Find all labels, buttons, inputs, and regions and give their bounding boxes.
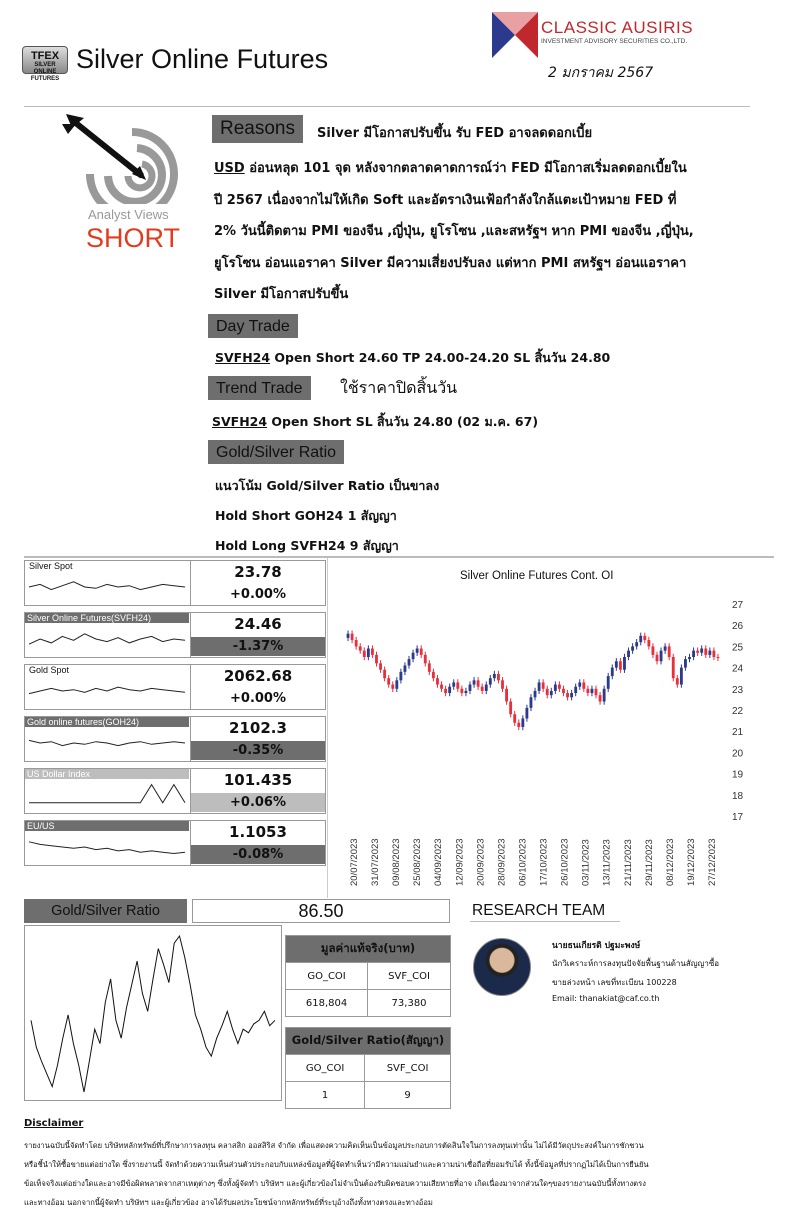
reasons-headline: Silver มีโอกาสปรับขึ้น รับ FED อาจลดดอกเบี้ย (317, 126, 593, 141)
oi-chart-title: Silver Online Futures Cont. OI (460, 570, 614, 582)
candle-body (599, 695, 602, 701)
candle-body (408, 659, 411, 665)
x-tick-label: 19/12/2023 (685, 838, 697, 886)
candle-body (347, 634, 350, 638)
trend-trade-note: ใช้ราคาปิดสิ้นวัน (340, 378, 458, 397)
candle-body (399, 672, 402, 680)
candle-body (436, 678, 439, 684)
sparkline-path (29, 785, 185, 803)
candle-body (391, 685, 394, 689)
trend-trade-line: SVFH24 Open Short SL สิ้นวัน 24.80 (02 ม.ค. 67) (212, 414, 539, 429)
candle-body (603, 689, 606, 702)
disclaimer-line-4: และทางอ้อม นอกจากนี้ผู้จัดทำ บริษัทฯ และผู้เกี่ยวข้อง อาจได้รับผลประโยชน์จากหลักทรัพย์ที่ระบุอ้างถึงทั้งทางตรงและทางอ้อม (24, 1198, 433, 1207)
candle-body (367, 649, 370, 657)
candle-body (643, 636, 646, 640)
candle-body (404, 665, 407, 671)
market-change: -0.35% (191, 741, 325, 760)
candle-body (485, 685, 488, 691)
market-price: 23.78 (234, 563, 282, 581)
x-tick-label: 12/09/2023 (454, 838, 466, 886)
contract-ratio-val2: 9 (365, 1082, 451, 1109)
candle-body (570, 693, 573, 697)
y-tick-label: 19 (732, 769, 744, 781)
candle-body (672, 657, 675, 678)
candle-body (497, 674, 500, 680)
gs-ratio-line-1: แนวโน้ม Gold/Silver Ratio เป็นขาลง (215, 478, 440, 493)
candle-body (517, 723, 520, 727)
candle-body (717, 657, 720, 658)
market-box (24, 820, 326, 866)
avatar (473, 938, 531, 996)
candle-body (660, 651, 663, 662)
analyst-email[interactable]: Email: thanakiat@caf.co.th (552, 994, 660, 1003)
candle-body (501, 680, 504, 688)
view-call: SHORT (86, 223, 181, 253)
fair-value-col1: GO_COI (286, 963, 368, 990)
candle-body (538, 682, 541, 690)
candle-body (416, 649, 419, 653)
market-sparkline (27, 624, 187, 654)
candle-body (635, 642, 638, 646)
x-tick-label: 29/11/2023 (643, 839, 655, 886)
market-sparkline (27, 572, 187, 602)
candle-body (582, 682, 585, 688)
y-tick-label: 21 (732, 727, 744, 739)
candle-body (562, 689, 565, 693)
market-name: Silver Spot (29, 561, 73, 571)
market-box (24, 716, 326, 762)
x-tick-label: 13/11/2023 (601, 839, 613, 886)
market-sparkline (27, 676, 187, 706)
brand-name: CLASSIC AUSIRIS (541, 18, 694, 37)
x-tick-label: 25/08/2023 (412, 838, 424, 886)
candle-body (652, 646, 655, 654)
reasons-line-3: 2% วันนี้ติดตาม PMI ของจีน ,ญี่ปุ่น, ยูโรโซน ,และสหรัฐฯ หาก PMI ของจีน ,ญี่ปุ่น, (214, 224, 694, 239)
market-box (24, 560, 326, 606)
gs-ratio-line (31, 936, 275, 1092)
market-change: +0.00% (230, 587, 286, 602)
candle-body (623, 657, 626, 670)
fair-value-val1: 618,804 (286, 990, 368, 1017)
candle-body (615, 661, 618, 667)
candle-body (493, 674, 496, 678)
page-title: Silver Online Futures (76, 44, 329, 74)
candle-body (530, 697, 533, 708)
x-tick-label: 20/07/2023 (349, 838, 360, 886)
market-price: 101.435 (223, 771, 293, 789)
market-name: EU/US (25, 821, 189, 831)
sparkline-path (29, 740, 185, 745)
disclaimer-line-2: หรือชี้นำให้ซื้อขายแต่อย่างใด ซึ่งรายงานนี้ จัดทำด้วยความเห็นส่วนตัวประกอบกับแหล่งข้อมูลที่ผู้จัดทำเห็นว่ามีความแม่นยำและความน่าเชื่อถือที่ยอมรับได้ ทั้งนี้ข้อมูลที่ปรากฏไม่ได้เป็นการยืนยัน (24, 1160, 649, 1169)
report-date: 2 มกราคม 2567 (548, 65, 654, 81)
gs-ratio-line-2: Hold Short GOH24 1 สัญญา (215, 508, 397, 523)
candle-body (351, 634, 354, 640)
candle-body (619, 661, 622, 669)
candle-body (379, 663, 382, 669)
section-divider (24, 556, 774, 558)
candle-body (542, 682, 545, 688)
tfex-logo-sub1: SILVER (34, 62, 56, 68)
analyst-views-label: Analyst Views (88, 207, 169, 222)
candle-body (505, 689, 508, 702)
market-price: 24.46 (234, 615, 282, 633)
candle-body (607, 676, 610, 689)
x-tick-label: 08/12/2023 (664, 838, 676, 886)
candle-body (355, 640, 358, 646)
usd-link: USD (214, 161, 245, 176)
target-arrow-icon (62, 114, 190, 204)
disclaimer-title: Disclaimer (24, 1118, 84, 1129)
candle-body (631, 646, 634, 650)
candle-body (481, 687, 484, 691)
candle-body (595, 689, 598, 695)
tfex-logo-sub2: ONLINE FUTURES (30, 69, 60, 82)
column-divider (327, 558, 328, 898)
y-tick-label: 26 (732, 621, 744, 633)
market-name: Gold online futures(GOH24) (25, 717, 189, 727)
candle-body (534, 691, 537, 697)
x-tick-label: 06/10/2023 (517, 838, 529, 886)
candle-body (639, 636, 642, 642)
candle-body (668, 646, 671, 657)
y-tick-label: 23 (732, 684, 744, 696)
gs-ratio-line-chart (25, 926, 281, 1100)
candle-body (647, 640, 650, 646)
contract-ratio-col1: GO_COI (286, 1055, 365, 1082)
market-change: +0.06% (191, 793, 325, 812)
candle-body (513, 714, 516, 722)
contract-ratio-val1: 1 (286, 1082, 365, 1109)
candle-body (611, 668, 614, 676)
disclaimer-line-1: รายงานฉบับนี้จัดทำโดย บริษัทหลักทรัพย์ที่ปรึกษาการลงทุน คลาสสิก ออสสิริส จำกัด เพื่อแสดงความคิดเห็นเป็นข้อมูลประกอบการตัดสินใจในการลงทุนเท่านั้น ไม่ได้มีวัตถุประสงค์ในการชักชวน (24, 1141, 644, 1150)
candle-body (375, 655, 378, 663)
y-tick-label: 22 (732, 706, 744, 717)
candle-body (387, 678, 390, 684)
fair-value-table (285, 935, 451, 1017)
market-price: 2062.68 (223, 667, 293, 685)
gs-ratio-line-3: Hold Long SVFH24 9 สัญญา (215, 538, 399, 553)
candle-body (676, 678, 679, 684)
candle-body (704, 649, 707, 655)
candle-body (656, 655, 659, 661)
reasons-tag: Reasons (212, 115, 303, 143)
market-sparkline (27, 728, 187, 758)
x-tick-label: 04/09/2023 (433, 838, 445, 886)
oi-candlestick-chart (340, 590, 760, 900)
research-team-title: RESEARCH TEAM (472, 902, 606, 919)
candle-body (680, 668, 683, 685)
y-tick-label: 18 (732, 790, 744, 802)
candle-body (473, 680, 476, 684)
fair-value-col2: SVF_COI (368, 963, 451, 990)
candle-body (412, 653, 415, 659)
candle-body (460, 689, 463, 693)
trend-trade-tag: Trend Trade (208, 376, 311, 400)
gs-ratio-chart-box (24, 925, 282, 1101)
reasons-body (214, 153, 759, 311)
candle-body (383, 670, 386, 678)
candle-body (456, 682, 459, 688)
x-tick-label: 09/08/2023 (391, 838, 403, 886)
candle-body (550, 691, 553, 695)
candle-body (444, 689, 447, 693)
disclaimer-text (24, 1136, 764, 1212)
contract-ratio-col2: SVF_COI (365, 1055, 451, 1082)
market-sparkline (27, 780, 187, 810)
candle-body (428, 663, 431, 671)
x-tick-label: 03/11/2023 (580, 839, 592, 886)
research-divider (470, 921, 620, 922)
market-price: 1.1053 (229, 823, 287, 841)
candle-body (452, 682, 455, 686)
candle-body (448, 687, 451, 693)
candle-body (684, 659, 687, 667)
candle-body (586, 689, 589, 693)
candle-body (363, 651, 366, 657)
candle-body (395, 680, 398, 688)
fair-value-val2: 73,380 (368, 990, 451, 1017)
analyst-license: ขายล่วงหน้า เลขที่ทะเบียน 100228 (552, 978, 677, 987)
candle-body (700, 649, 703, 653)
candle-body (688, 657, 691, 659)
candle-body (574, 687, 577, 693)
candle-body (554, 685, 557, 691)
disclaimer-line-3: ข้อเท็จจริงแต่อย่างใดและอาจมีข้อผิดพลาดจากสาเหตุต่างๆ ซึ่งทั้งผู้จัดทำ บริษัทฯ และผู้เกี่ยวข้องไม่จำเป็นต้องรับผิดชอบความเสียหายที่อาจ เกิดเนื่องมาจากส่วนใดๆของรายงานฉบับนี้ทั้งทางตรง (24, 1179, 646, 1188)
candle-body (664, 646, 667, 650)
candle-body (696, 651, 699, 653)
x-tick-label: 20/09/2023 (475, 838, 487, 886)
candle-body (424, 655, 427, 663)
candle-body (627, 651, 630, 657)
candle-body (546, 689, 549, 695)
sparkline-path (29, 687, 185, 694)
candle-body (509, 702, 512, 715)
market-change: +0.00% (230, 691, 286, 706)
sparkline-path (29, 842, 185, 854)
candle-body (521, 718, 524, 726)
candle-body (477, 680, 480, 686)
candle-body (432, 672, 435, 678)
candle-body (591, 689, 594, 693)
x-tick-label: 31/07/2023 (370, 838, 382, 886)
y-tick-label: 27 (732, 600, 744, 611)
market-sparkline (27, 832, 187, 862)
analyst-role: นักวิเคราะห์การลงทุนปัจจัยพื้นฐานด้านสัญญาซื้อ (552, 959, 720, 968)
contract-ratio-title: Gold/Silver Ratio(สัญญา) (286, 1028, 451, 1055)
market-box (24, 768, 326, 814)
day-trade-tag: Day Trade (208, 314, 298, 338)
candle-body (708, 651, 711, 655)
x-tick-label: 27/12/2023 (707, 838, 718, 886)
y-tick-label: 17 (732, 812, 744, 823)
reasons-line-5: Silver มีโอกาสปรับขึ้น (214, 287, 349, 302)
market-price: 2102.3 (229, 719, 287, 737)
tfex-logo-text: TFEX (30, 50, 60, 62)
y-tick-label: 20 (732, 748, 744, 760)
candle-body (371, 649, 374, 655)
contract-ratio-table (285, 1027, 451, 1109)
candle-body (578, 682, 581, 686)
gs-ratio-tag: Gold/Silver Ratio (208, 440, 344, 464)
candle-body (566, 693, 569, 697)
reasons-line-4: ยูโรโซน อ่อนแอราคา Silver มีความเสี่ยงปรับลง แต่หาก PMI สหรัฐฯ อ่อนแอราคา (214, 255, 687, 271)
sparkline-path (29, 634, 185, 644)
market-name: US Dollar Index (25, 769, 189, 779)
day-trade-line: SVFH24 Open Short 24.60 TP 24.00-24.20 SL สิ้นวัน 24.80 (215, 350, 611, 365)
header-divider (24, 106, 750, 107)
candle-body (359, 646, 362, 650)
gs-ratio-label: Gold/Silver Ratio (24, 899, 187, 923)
market-name: Gold Spot (29, 665, 70, 675)
fair-value-title: มูลค่าแท้จริง(บาท) (286, 936, 451, 963)
sparkline-path (29, 582, 185, 590)
candle-body (558, 685, 561, 689)
x-tick-label: 28/09/2023 (496, 838, 508, 886)
candle-body (489, 678, 492, 684)
y-tick-label: 24 (732, 663, 744, 675)
x-tick-label: 26/10/2023 (559, 838, 571, 886)
brand-logo-icon (492, 12, 538, 58)
analyst-name: นายธนเกียรติ ปฐมะพงษ์ (552, 941, 641, 951)
market-box (24, 612, 326, 658)
reasons-line-2: ปี 2567 เนื่องจากไม่ให้เกิด Soft และอัตราเงินเฟ้อกำลังใกล้แตะเป้าหมาย FED ที่ (214, 192, 677, 208)
gs-ratio-value: 86.50 (192, 899, 450, 923)
x-tick-label: 21/11/2023 (622, 839, 634, 886)
y-tick-label: 25 (732, 642, 744, 654)
candle-body (525, 708, 528, 719)
brand-subtitle: INVESTMENT ADVISORY SECURITIES CO.,LTD. (541, 38, 688, 45)
candle-body (440, 685, 443, 689)
candle-body (692, 651, 695, 657)
candle-body (712, 651, 715, 657)
market-box (24, 664, 326, 710)
market-change: -0.08% (191, 845, 325, 864)
market-name: Silver Online Futures(SVFH24) (25, 613, 189, 623)
reasons-line-1: USD อ่อนหลุด 101 จุด หลังจากตลาดคาดการณ์ว่า FED มีโอกาสเริ่มลดดอกเบี้ยใน (214, 161, 687, 176)
tfex-logo (22, 46, 68, 82)
x-tick-label: 17/10/2023 (538, 838, 550, 886)
market-change: -1.37% (191, 637, 325, 656)
candle-body (420, 649, 423, 655)
candle-body (469, 685, 472, 691)
candle-body (465, 691, 468, 693)
